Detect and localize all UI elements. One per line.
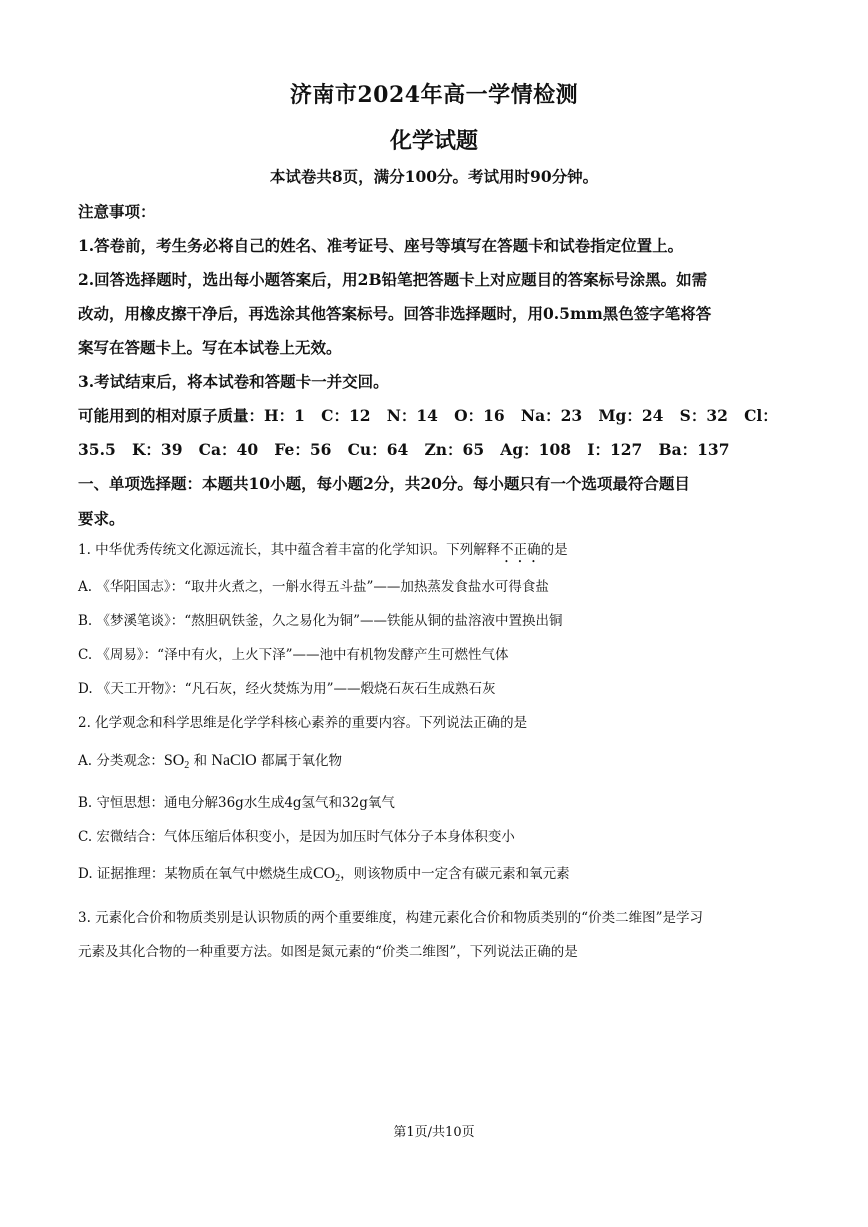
question-1-stem-text: 1. 中华优秀传统文化源远流长，其中蕴含着丰富的化学知识。下列解释 xyxy=(78,542,501,558)
exam-subtitle: 化学试题 xyxy=(389,128,478,154)
question-1-option-d: D. 《天工开物》：“凡石灰，经火焚炼为用”——煅烧石灰石生成熟石灰 xyxy=(78,681,496,697)
section-1-heading-line-2: 要求。 xyxy=(78,509,125,528)
exam-info: 本试卷共8页，满分100分。考试用时90分钟。 xyxy=(269,167,599,186)
question-3-stem-line-1: 3. 元素化合价和物质类别是认识物质的两个重要维度，构建元素化合价和物质类别的“价类二维图”是学习 xyxy=(78,910,703,926)
notice-item-2-line-2: 改动，用橡皮擦干净后，再选涂其他答案标号。回答非选择题时，用0.5mm黑色签字笔将答 xyxy=(78,304,712,323)
question-3-stem-line-2: 元素及其化合物的一种重要方法。如图是氮元素的“价类二维图”，下列说法正确的是 xyxy=(78,944,578,960)
formula-naclo: NaClO xyxy=(211,752,257,769)
formula-co2: $CO_2$ xyxy=(312,865,341,884)
question-2-option-a-and: 和 xyxy=(189,753,212,769)
exam-title: 济南市2024年高一学情检测 xyxy=(289,82,579,108)
question-2-option-c: C. 宏微结合：气体压缩后体积变小，是因为加压时气体分子本身体积变小 xyxy=(78,829,515,845)
question-2-option-b: B. 守恒思想：通电分解36g水生成4g氢气和32g氧气 xyxy=(78,795,395,811)
atomic-masses-line-2: 35.5 K：39 Ca：40 Fe：56 Cu：64 Zn：65 Ag：108 I：127 Ba：137 xyxy=(78,440,730,459)
formula-so2: $SO_2$ xyxy=(163,752,190,771)
question-1-stem-end: 的是 xyxy=(540,542,568,558)
atomic-masses-line-1: 可能用到的相对原子质量：H：1 C：12 N：14 O：16 Na：23 Mg：24 S：32 Cl： xyxy=(78,406,778,425)
question-1-stem xyxy=(78,538,568,566)
question-1-option-c: C. 《周易》：“泽中有火，上火下泽”——池中有机物发酵产生可燃性气体 xyxy=(78,647,509,663)
question-2-option-d xyxy=(78,862,570,883)
notice-item-3: 3.考试结束后，将本试卷和答题卡一并交回。 xyxy=(78,372,389,391)
question-2-stem: 2. 化学观念和科学思维是化学学科核心素养的重要内容。下列说法正确的是 xyxy=(78,715,528,731)
question-1-option-a: A. 《华阳国志》：“取井火煮之，一斛水得五斗盐”——加热蒸发食盐水可得食盐 xyxy=(78,579,549,595)
question-2-option-a xyxy=(78,749,342,770)
page-footer: 第1页/共10页 xyxy=(393,1125,475,1140)
question-2-option-d-end: ，则该物质中一定含有碳元素和氧元素 xyxy=(340,866,570,882)
section-1-heading-line-1: 一、单项选择题：本题共10小题，每小题2分，共20分。每小题只有一个选项最符合题目 xyxy=(78,474,690,493)
question-2-option-a-end: 都属于氧化物 xyxy=(256,753,343,769)
notice-item-2-line-1: 2.回答选择题时，选出每小题答案后，用2B铅笔把答题卡上对应题目的答案标号涂黑。如需 xyxy=(78,270,708,289)
question-2-option-a-label: A. 分类观念： xyxy=(78,753,164,769)
notice-heading: 注意事项： xyxy=(78,202,156,221)
question-2-option-d-label: D. 证据推理：某物质在氧气中燃烧生成 xyxy=(78,866,313,882)
question-1-option-b: B. 《梦溪笔谈》：“熬胆矾铁釜，久之易化为铜”——铁能从铜的盐溶液中置换出铜 xyxy=(78,613,563,629)
notice-item-1: 1.答卷前，考生务必将自己的姓名、准考证号、座号等填写在答题卡和试卷指定位置上。 xyxy=(78,236,684,255)
notice-item-2-line-3: 案写在答题卡上。写在本试卷上无效。 xyxy=(78,338,342,357)
question-1-emphasis: 不正确 xyxy=(500,542,541,558)
